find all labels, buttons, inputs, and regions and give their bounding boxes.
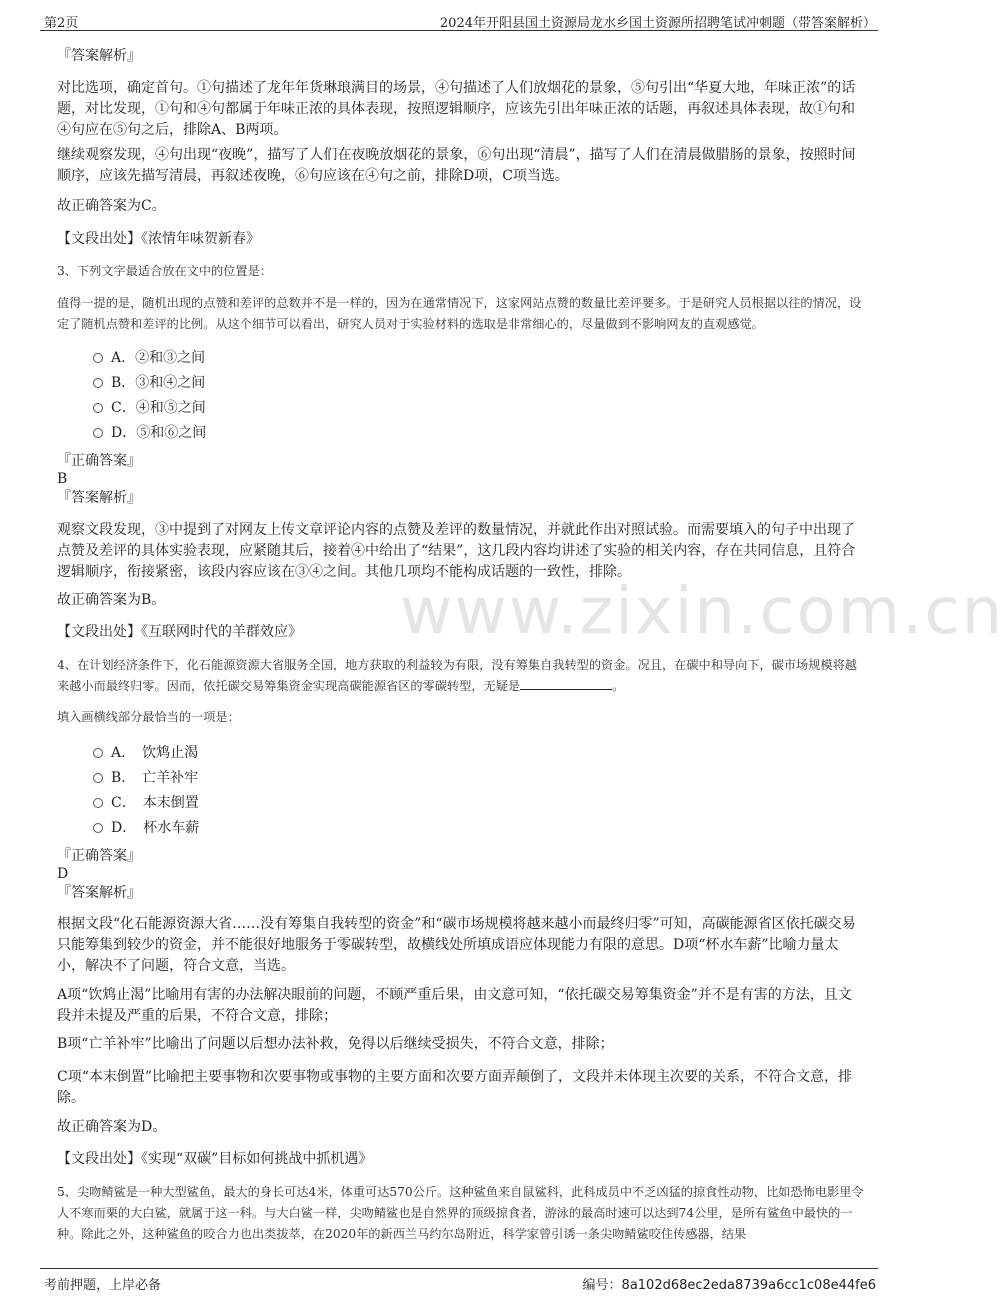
q4-prompt: 填入画横线部分最恰当的一项是： bbox=[57, 710, 240, 724]
page-footer bbox=[40, 1268, 878, 1291]
q4-source: 【文段出处】《实现“双碳”目标如何挑战中抓机遇》 bbox=[57, 1151, 373, 1167]
radio-icon[interactable] bbox=[93, 378, 103, 388]
q3-passage: 值得一提的是，随机出现的点赞和差评的总数并不是一样的，因为在通常情况下，这家网站点赞的数量比差评要多。于是研究人员根据以往的情况，设定了随机点赞和差评的比例。从这个细节可以看出，研究人员对于实验材料的选取是非常细心的，尽量做到不影响网友的直观感觉。 bbox=[57, 296, 862, 331]
radio-icon[interactable] bbox=[93, 403, 103, 413]
footer-slogan: 考前押题，上岸必备 bbox=[44, 1278, 162, 1293]
document-title: 2024年开阳县国土资源局龙水乡国土资源所招聘笔试冲刺题（带答案解析） bbox=[439, 16, 876, 31]
q4-stem: 4、在计划经济条件下，化石能源资源大省服务全国，地方获取的利益较为有限，没有筹集自我转型的资金。况且，在碳中和导向下，碳市场规模将越来越小而最终归零。因而，依托碳交易筹集资金实现高碳能源省区的零碳转型，无疑是 。 bbox=[57, 658, 857, 693]
q4-answer: D bbox=[57, 866, 69, 882]
q4-answer-label: 『正确答案』 bbox=[57, 848, 141, 864]
q3-answer-label: 『正确答案』 bbox=[57, 453, 141, 469]
q4-option-a[interactable]: A． 饮鸩止渴 bbox=[93, 742, 198, 764]
q4-analysis-p2: A项“饮鸩止渴”比喻用有害的办法解决眼前的问题，不顾严重后果，由文意可知，“依托碳交易筹集资金”并不是有害的方法，且文段并未提及严重的后果，不符合文意，排除； bbox=[57, 987, 852, 1024]
q4-option-b[interactable]: B． 亡羊补牢 bbox=[93, 767, 198, 789]
radio-icon[interactable] bbox=[93, 428, 103, 438]
q2-analysis-p2: 继续观察发现，④句出现“夜晚”，描写了人们在夜晚放烟花的景象，⑥句出现“清晨”，描写了人们在清晨做腊肠的景象，按照时间顺序，应该先描写清晨，再叙述夜晚，⑥句应该在④句之前，排除D项，C项当选。 bbox=[57, 147, 856, 184]
radio-icon[interactable] bbox=[93, 773, 103, 783]
q4-analysis-p4: C项“本末倒置”比喻把主要事物和次要事物或事物的主要方面和次要方面弄颠倒了，文段并未体现主次要的关系，不符合文意，排除。 bbox=[57, 1069, 853, 1106]
q2-analysis-label: 『答案解析』 bbox=[57, 48, 141, 64]
q3-option-a[interactable]: A．②和③之间 bbox=[93, 347, 205, 369]
radio-icon[interactable] bbox=[93, 823, 103, 833]
q3-option-c[interactable]: C．④和⑤之间 bbox=[93, 397, 206, 419]
radio-icon[interactable] bbox=[93, 353, 103, 363]
q3-option-b[interactable]: B．③和④之间 bbox=[93, 372, 205, 394]
radio-icon[interactable] bbox=[93, 798, 103, 808]
page-number: 第2页 bbox=[44, 16, 79, 31]
q3-analysis: 观察文段发现，③中提到了对网友上传文章评论内容的点赞及差评的数量情况，并就此作出对照试验。而需要填入的句子中出现了点赞及差评的具体实验表现，应紧随其后，接着④中给出了“结果”，这几段内容均讲述了实验的相关内容，存在共同信息，且符合逻辑顺序，衔接紧密，该段内容应该在③④之间。其他几项均不能构成话题的一致性，排除。 bbox=[57, 522, 856, 580]
document-id: 编号：8a102d68ec2eda8739a6cc1c08e44fe6 bbox=[582, 1278, 876, 1293]
q3-analysis-label: 『答案解析』 bbox=[57, 490, 141, 506]
q4-option-d[interactable]: D． 杯水车薪 bbox=[93, 817, 199, 839]
q4-option-c[interactable]: C． 本末倒置 bbox=[93, 792, 199, 814]
q4-analysis-label: 『答案解析』 bbox=[57, 885, 141, 901]
q3-source: 【文段出处】《互联网时代的羊群效应》 bbox=[57, 624, 302, 640]
page-header bbox=[40, 10, 878, 31]
q3-stem: 3、下列文字最适合放在文中的位置是： bbox=[57, 264, 272, 278]
q4-analysis-p3: B项“亡羊补牢”比喻出了问题以后想办法补救，免得以后继续受损失，不符合文意，排除； bbox=[57, 1036, 614, 1052]
q2-conclusion: 故正确答案为C。 bbox=[57, 198, 166, 214]
q2-analysis-p1: 对比选项，确定首句。①句描述了龙年年货琳琅满目的场景，④句描述了人们放烟花的景象，⑤句引出“华夏大地，年味正浓”的话题，对比发现，①句和④句都属于年味正浓的具体表现，按照逻辑顺序，应该先引出年味正浓的话题，再叙述具体表现，故①句和④句应在⑤句之后，排除A、B两项。 bbox=[57, 80, 856, 138]
answer-blank bbox=[520, 677, 612, 690]
radio-icon[interactable] bbox=[93, 748, 103, 758]
q2-source: 【文段出处】《浓情年味贺新春》 bbox=[57, 231, 260, 247]
q5-stem: 5、尖吻鲭鲨是一种大型鲨鱼，最大的身长可达4米，体重可达570公斤。这种鲨鱼来自鼠鲨科，此科成员中不乏凶猛的掠食性动物，比如恐怖电影里令人不寒而栗的大白鲨，就属于这一科。与大白鲨一样，尖吻鲭鲨也是自然界的顶级掠食者，游泳的最高时速可以达到74公里，是所有鲨鱼中最快的一种。除此之外，这种鲨鱼的咬合力也出类拔萃，在2020年的新西兰马约尔岛附近，科学家曾引诱一条尖吻鲭鲨咬住传感器，结果 bbox=[57, 1185, 864, 1241]
watermark: www.zixin.com.cn bbox=[400, 575, 1004, 649]
q4-analysis-p1: 根据文段“化石能源资源大省……没有筹集自我转型的资金”和“碳市场规模将越来越小而最终归零”可知，高碳能源省区依托碳交易只能筹集到较少的资金，并不能很好地服务于零碳转型，故横线处所填成语应体现能力有限的意思。D项“杯水车薪”比喻力量太小，解决不了问题，符合文意，当选。 bbox=[57, 916, 856, 974]
q4-conclusion: 故正确答案为D。 bbox=[57, 1119, 167, 1135]
q3-answer: B bbox=[57, 471, 68, 487]
q3-conclusion: 故正确答案为B。 bbox=[57, 592, 166, 608]
q3-option-d[interactable]: D．⑤和⑥之间 bbox=[93, 422, 206, 444]
